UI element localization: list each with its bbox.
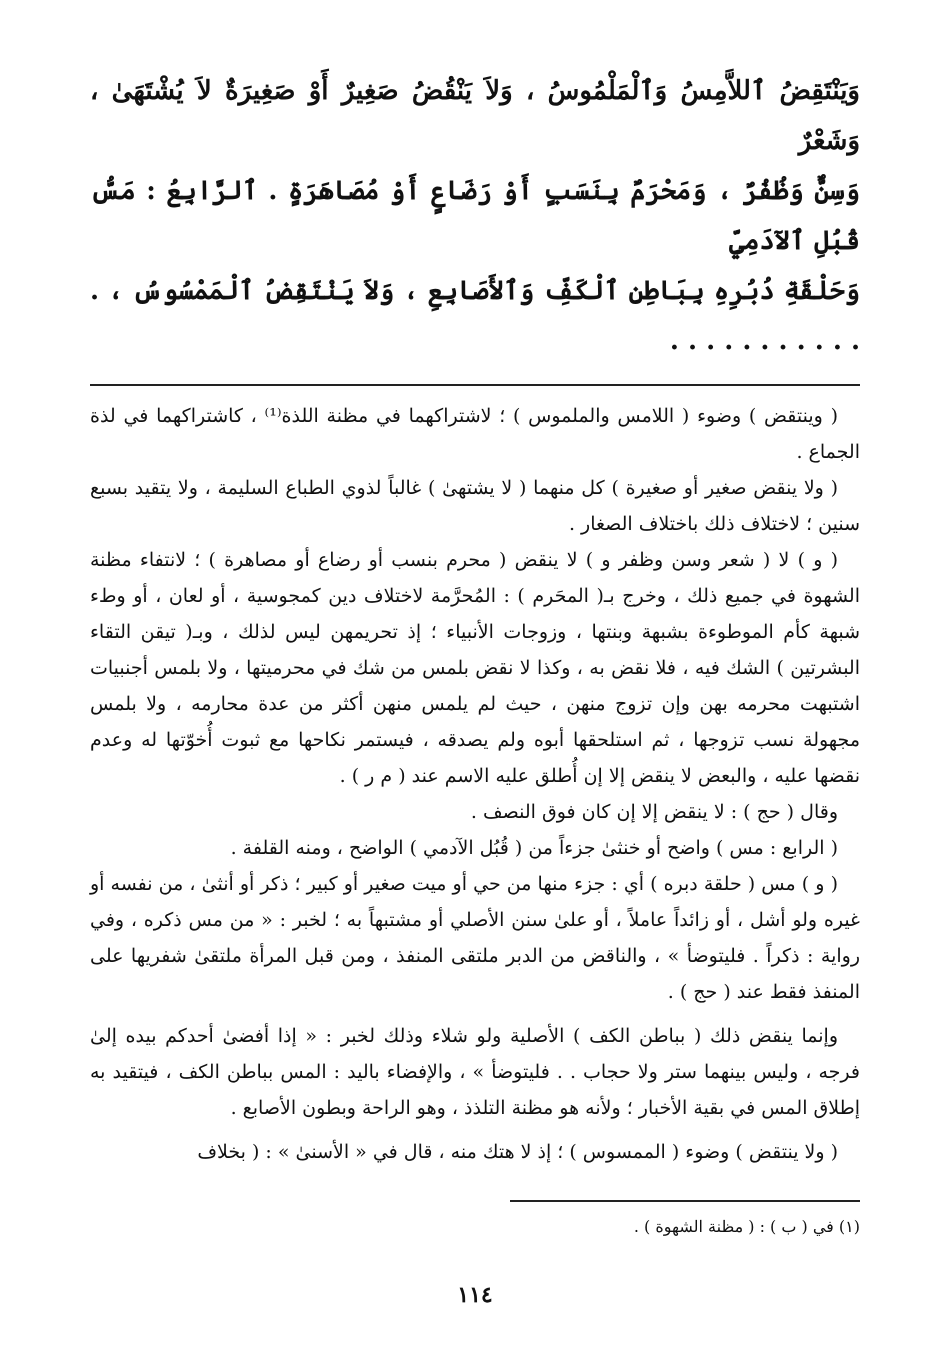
page-number: ١١٤ [457, 1282, 493, 1308]
commentary-paragraph: ( وينتقض ) وضوء ( اللامس والملموس ) ؛ لاشتراكهما في مظنة اللذة⁽¹⁾ ، كاشتراكهما في لذة الجماع . [90, 405, 860, 463]
commentary-paragraph: ( ولا ينتقض ) وضوء ( الممسوس ) ؛ إذ لا هتك منه ، قال في « الأسنىٰ » : ( بخلاف [197, 1141, 838, 1163]
commentary-paragraph: وقال ( حج ) : لا ينقض إلا إن كان فوق النصف . [470, 801, 838, 823]
commentary [90, 398, 860, 1170]
book-page [90, 66, 860, 1346]
main-separator-line [90, 384, 860, 386]
main-text-line: وَحَلْقَةِ دُبُرِهِ بِبَاطِنِ ٱلْكَفِّ وَٱلأَصَابِعِ ، وَلاَ يَنْتَقِضُ ٱلْمَمْسُوسُ ، . . . . . . . . . . . . [90, 276, 860, 356]
footnote: (١) في ( ب ) : ( مظنة الشهوة ) . [633, 1217, 860, 1236]
commentary-paragraph: ( و ) لا ( شعر وسن وظفر و ) لا ينقض ( محرم بنسب أو رضاع أو مصاهرة ) ؛ لانتفاء مظنة الشهوة في جميع ذلك ، وخرج بـ( المحَرم ) : المُحرَّمة لاختلاف دين كمجوسية ، أو لعان ، أو وطء شبهة كأم الموطوءة بشبهة وبنتها ، وزوجات الأنبياء ؛ إذ تحريمهن ليس لذلك ، وبـ( تيقن التقاء البشرتين ) الشك فيه ، فلا نقض به ، وكذا لا نقض بلمس من شك في محرميتها ، ولا بلمس أجنبيات اشتبهت محرمه بهن وإن تزوج منهن ، حيث لم يلمس منهن أكثر من عدة محارمه ، ولا بلمس مجهولة نسب تزوجها ، ثم استلحقها أبوه ولم يصدقه ، فيستمر نكاحها مع ثبوت أُخوّتها له وعدم نقضها عليه ، والبعض لا ينقض إلا إن أُطلق عليه الاسم عند ( م ر ) . [90, 549, 860, 787]
commentary-paragraph: ( الرابع : مس ) واضح أو خنثىٰ جزءاً من ( قُبُل الآدمي ) الواضح ، ومنه القلفة . [230, 837, 838, 859]
commentary-paragraph: وإنما ينقض ذلك ( بباطن الكف ) الأصلية ولو شلاء وذلك لخبر : « إذا أفضىٰ أحدكم بيده إلىٰ فرجه ، وليس بينهما ستر ولا حجاب . . فليتوضأ » ، والإفضاء باليد : المس بباطن الكف ، فيتقيد به إطلاق المس في بقية الأخبار ؛ ولأنه هو مظنة التلذذ ، وهو الراحة وبطون الأصابع . [90, 1025, 860, 1119]
footnote-separator-line [510, 1200, 860, 1202]
main-text-line: وَيَنْتَقِضُ ٱللاَّمِسُ وَٱلْمَلْمُوسُ ، وَلاَ يَنْقُضُ صَغِيرٌ أَوْ صَغِيرَةٌ لاَ يُشْتَهَىٰ ، وَشَعْرٌ [90, 76, 860, 156]
main-text [90, 66, 860, 366]
main-text-line: وَسِنٌّ وَظُفُرٌ ، وَمَحْرَمٌ بِنَسَبٍ أَوْ رَضَاعٍ أَوْ مُصَاهَرَةٍ . ٱلرَّابِعُ : مَسُّ قُبُلِ ٱلآدَمِيِّ [90, 176, 860, 256]
commentary-paragraph: ( ولا ينقض صغير أو صغيرة ) كل منهما ( لا يشتهىٰ ) غالباً لذوي الطباع السليمة ، ولا يتقيد بسبع سنين ؛ لاختلاف ذلك باختلاف الصغار . [90, 477, 860, 535]
commentary-paragraph: ( و ) مس ( حلقة دبره ) أي : جزء منها من حي أو ميت صغير أو كبير ؛ ذكر أو أنثىٰ ، من نفسه أو غيره ولو أشل ، أو زائداً عاملاً ، أو علىٰ سنن الأصلي أو مشتبهاً به ؛ لخبر : « من مس ذكره ، وفي رواية : ذكراً . فليتوضأ » ، والناقض من الدبر ملتقى المنفذ ، ومن قبل المرأة ملتقىٰ شفريها على المنفذ فقط عند ( حج ) . [90, 873, 860, 1003]
